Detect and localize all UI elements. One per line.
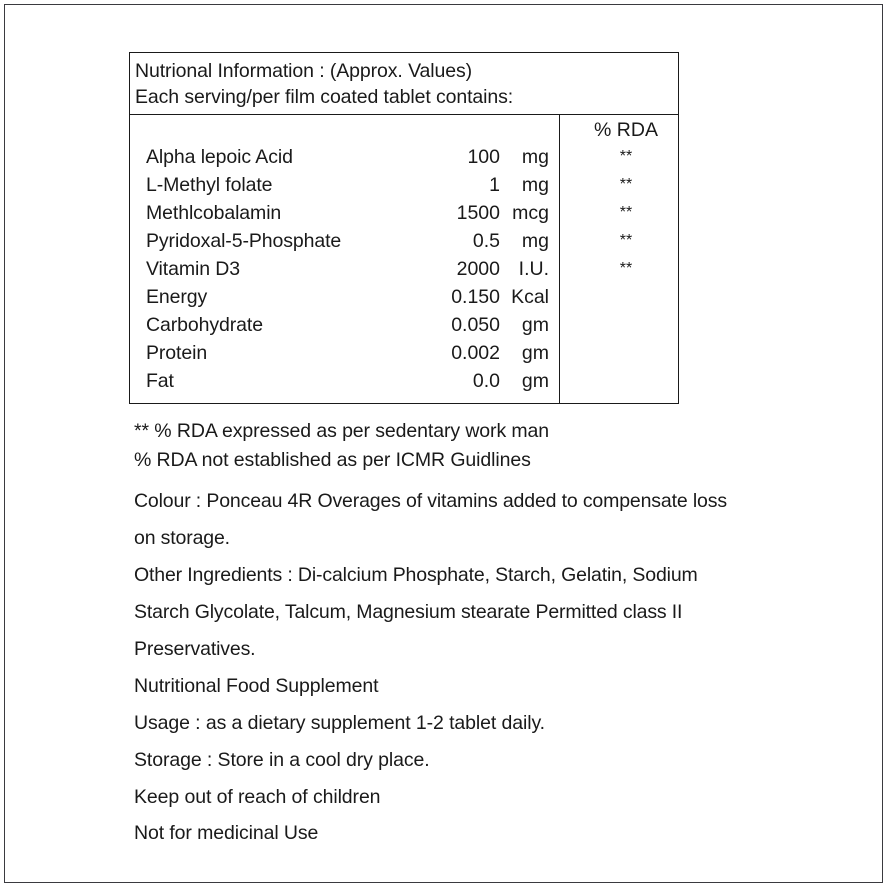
nutrient-unit: I.U.	[518, 258, 549, 280]
nutrient-name: Protein	[146, 342, 208, 364]
table-row	[130, 255, 559, 283]
keep-out-of-reach-note: Keep out of reach of children	[134, 786, 381, 808]
nutrient-name: Carbohydrate	[146, 314, 263, 336]
nutrient-value: 0.5	[472, 230, 500, 252]
rda-value: **	[619, 232, 633, 249]
colour-note: Colour : Ponceau 4R Overages of vitamins added to compensate loss on storage.	[134, 490, 727, 549]
label-notes-block	[134, 417, 854, 851]
nutrient-unit: mg	[521, 230, 549, 252]
other-ingredients-note: Other Ingredients : Di-calcium Phosphate, Starch, Gelatin, Sodium Starch Glycolate, Talcum, Magnesium stearate Permitted class II Preservatives.	[134, 564, 698, 660]
rda-value	[560, 339, 678, 367]
serving-basis-line: Each serving/per film coated tablet contains:	[135, 86, 514, 108]
rda-value	[560, 311, 678, 339]
table-row	[130, 339, 559, 367]
nutrient-unit: gm	[521, 342, 549, 364]
nutrient-name: Fat	[146, 370, 174, 392]
nutrient-value: 100	[467, 146, 500, 168]
table-row	[130, 199, 559, 227]
nutrient-column	[130, 115, 559, 403]
nutrition-information-table	[129, 52, 679, 404]
nutrient-value: 2000	[456, 258, 500, 280]
rda-footnote-2: % RDA not established as per ICMR Guidlines	[134, 449, 531, 471]
rda-value: **	[619, 204, 633, 221]
nutrient-name: Methlcobalamin	[146, 202, 282, 224]
nutrient-unit: mg	[521, 146, 549, 168]
nutrient-value: 0.0	[472, 370, 500, 392]
table-row	[130, 283, 559, 311]
nutrient-unit: gm	[521, 370, 549, 392]
rda-value	[560, 367, 678, 395]
nutrient-unit: gm	[521, 314, 549, 336]
table-row	[130, 143, 559, 171]
label-page	[4, 4, 883, 883]
nutrient-unit: Kcal	[511, 286, 549, 308]
table-row	[130, 171, 559, 199]
nutrient-name: Pyridoxal-5-Phosphate	[146, 230, 342, 252]
rda-column-header: % RDA	[594, 119, 658, 141]
rda-footnote-1: ** % RDA expressed as per sedentary work man	[134, 420, 550, 442]
nutrient-name: L-Methyl folate	[146, 174, 273, 196]
nutrient-value: 0.050	[451, 314, 500, 336]
rda-value: **	[619, 176, 633, 193]
rda-column	[559, 115, 678, 403]
nutrient-value: 0.150	[451, 286, 500, 308]
nutrient-value: 1	[489, 174, 500, 196]
nutrient-name: Alpha lepoic Acid	[146, 146, 293, 168]
usage-note: Usage : as a dietary supplement 1-2 tablet daily.	[134, 712, 545, 734]
table-row	[130, 311, 559, 339]
rda-value: **	[619, 260, 633, 277]
nutrient-name: Energy	[146, 286, 208, 308]
rda-value	[560, 283, 678, 311]
table-row	[130, 227, 559, 255]
nutrient-unit: mcg	[512, 202, 549, 224]
nutrient-value: 0.002	[451, 342, 500, 364]
rda-value: **	[619, 148, 633, 165]
nutrient-unit: mg	[521, 174, 549, 196]
nutrient-name: Vitamin D3	[146, 258, 241, 280]
storage-note: Storage : Store in a cool dry place.	[134, 749, 430, 771]
table-row	[130, 367, 559, 395]
table-header-block	[130, 53, 678, 115]
nutrient-value: 1500	[456, 202, 500, 224]
nutrition-title-line: Nutrional Information : (Approx. Values)	[135, 60, 473, 82]
table-body	[130, 115, 678, 403]
supplement-type-note: Nutritional Food Supplement	[134, 675, 379, 697]
not-medicinal-note: Not for medicinal Use	[134, 822, 319, 844]
